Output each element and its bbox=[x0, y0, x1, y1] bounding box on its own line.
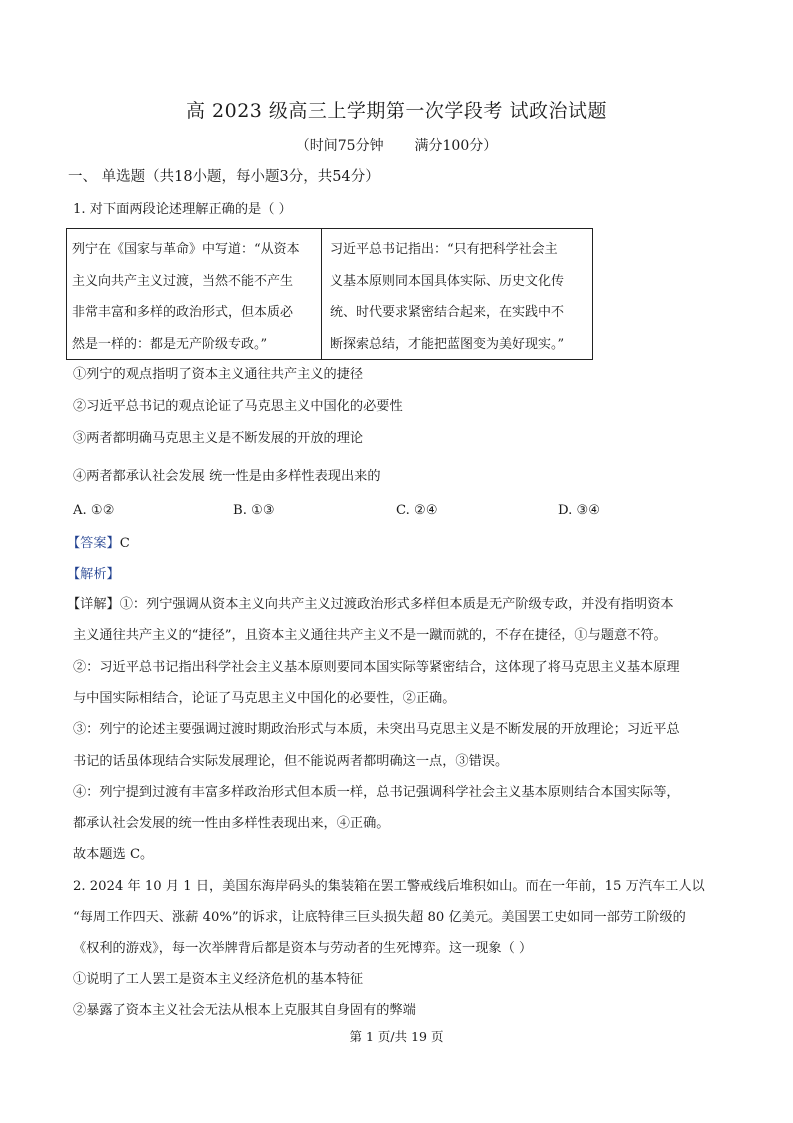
quote-line: 统、时代要求紧密结合起来，在实践中不 bbox=[330, 305, 565, 320]
quote-line: 义基本原则同本国具体实际、历史文化传 bbox=[330, 273, 565, 289]
explanation-line: ④：列宁提到过渡有丰富多样政治形式但本质一样，总书记强调科学社会主义基本原则结合本国实际等， bbox=[73, 785, 680, 800]
q2-statement-1: ①说明了工人罢工是资本主义经济危机的基本特征 bbox=[73, 972, 364, 987]
quote-cell-lenin bbox=[67, 229, 322, 359]
quote-line: 习近平总书记指出：“只有把科学社会主 bbox=[330, 242, 558, 257]
option-c: C. ②④ bbox=[396, 503, 438, 518]
explanation-line bbox=[67, 596, 674, 614]
quote-cell-xi bbox=[322, 229, 592, 359]
answer-value: C bbox=[119, 536, 130, 551]
quote-line: 断探索总结，才能把蓝图变为美好现实。” bbox=[330, 336, 565, 352]
page-footer: 第 1 页/共 19 页 bbox=[349, 1029, 444, 1044]
quote-line: 列宁在《国家与革命》中写道：“从资本 bbox=[72, 242, 300, 257]
analysis-tag: 【解析】 bbox=[67, 567, 120, 582]
answer-tag: 【答案】 bbox=[67, 536, 120, 551]
explanation-line: 主义通往共产主义的“捷径”，且资本主义通往共产主义不是一蹴而就的，不存在捷径，①与题意不符。 bbox=[73, 628, 667, 643]
explanation-line: 都承认社会发展的统一性由多样性表现出来，④正确。 bbox=[73, 816, 390, 831]
page-title: 高 2023 级高三上学期第一次学段考 试政治试题 bbox=[186, 100, 607, 122]
question-1-stem: 1. 对下面两段论述理解正确的是（ ） bbox=[73, 202, 292, 217]
explanation-text: ①：列宁强调从资本主义向共产主义过渡政治形式多样但本质是无产阶级专政，并没有指明资本 bbox=[119, 597, 674, 612]
statement-3: ③两者都明确马克思主义是不断发展的开放的理论 bbox=[73, 431, 364, 446]
quote-line: 主义向共产主义过渡，当然不能不产生 bbox=[72, 273, 294, 289]
statement-1: ①列宁的观点指明了资本主义通往共产主义的捷径 bbox=[73, 367, 364, 382]
explanation-line: 与中国实际相结合，论证了马克思主义中国化的必要性，②正确。 bbox=[73, 691, 456, 706]
statement-4: ④两者都承认社会发展 统一性是由多样性表现出来的 bbox=[73, 469, 381, 484]
option-b: B. ①③ bbox=[233, 503, 275, 518]
explanation-line: ③：列宁的论述主要强调过渡时期政治形式与本质，未突出马克思主义是不断发展的开放理论；习近平总 bbox=[73, 722, 680, 737]
quote-table bbox=[66, 228, 593, 360]
exam-score: 满分100分） bbox=[414, 138, 498, 154]
explanation-line: 书记的话虽体现结合实际发展理论，但不能说两者都明确这一点，③错误。 bbox=[73, 754, 509, 769]
conclusion-line: 故本题选 C。 bbox=[73, 847, 154, 862]
exam-time: （时间75分钟 bbox=[295, 138, 384, 154]
statement-2: ②习近平总书记的观点论证了马克思主义中国化的必要性 bbox=[73, 399, 403, 414]
page-subtitle bbox=[0, 135, 793, 155]
option-d: D. ③④ bbox=[558, 503, 601, 518]
quote-line: 然是一样的：都是无产阶级专政。” bbox=[72, 336, 268, 352]
question-2-stem: 《权利的游戏》，每一次举牌背后都是资本与劳动者的生死博弈。这一现象（ ） bbox=[73, 941, 533, 956]
question-2-stem: “每周工作四天、涨薪 40%”的诉求，让底特律三巨头损失超 80 亿美元。美国罢工史如同一部劳工阶级的 bbox=[73, 910, 686, 925]
explanation-line: ②：习近平总书记指出科学社会主义基本原则要同本国实际等紧密结合，这体现了将马克思主义基本原理 bbox=[73, 660, 680, 675]
option-a: A. ①② bbox=[73, 503, 115, 518]
answer-row bbox=[67, 535, 130, 553]
q2-statement-2: ②暴露了资本主义社会无法从根本上克服其自身固有的弊端 bbox=[73, 1003, 416, 1018]
section-heading: 一、 单选题（共18小题，每小题3分，共54分） bbox=[68, 169, 380, 185]
detail-tag: 【详解】 bbox=[67, 597, 120, 612]
quote-line: 非常丰富和多样的政治形式，但本质必 bbox=[72, 305, 294, 320]
question-2-stem: 2. 2024 年 10 月 1 日，美国东海岸码头的集装箱在罢工警戒线后堆积如山。而在一年前，15 万汽车工人以 bbox=[73, 879, 705, 894]
